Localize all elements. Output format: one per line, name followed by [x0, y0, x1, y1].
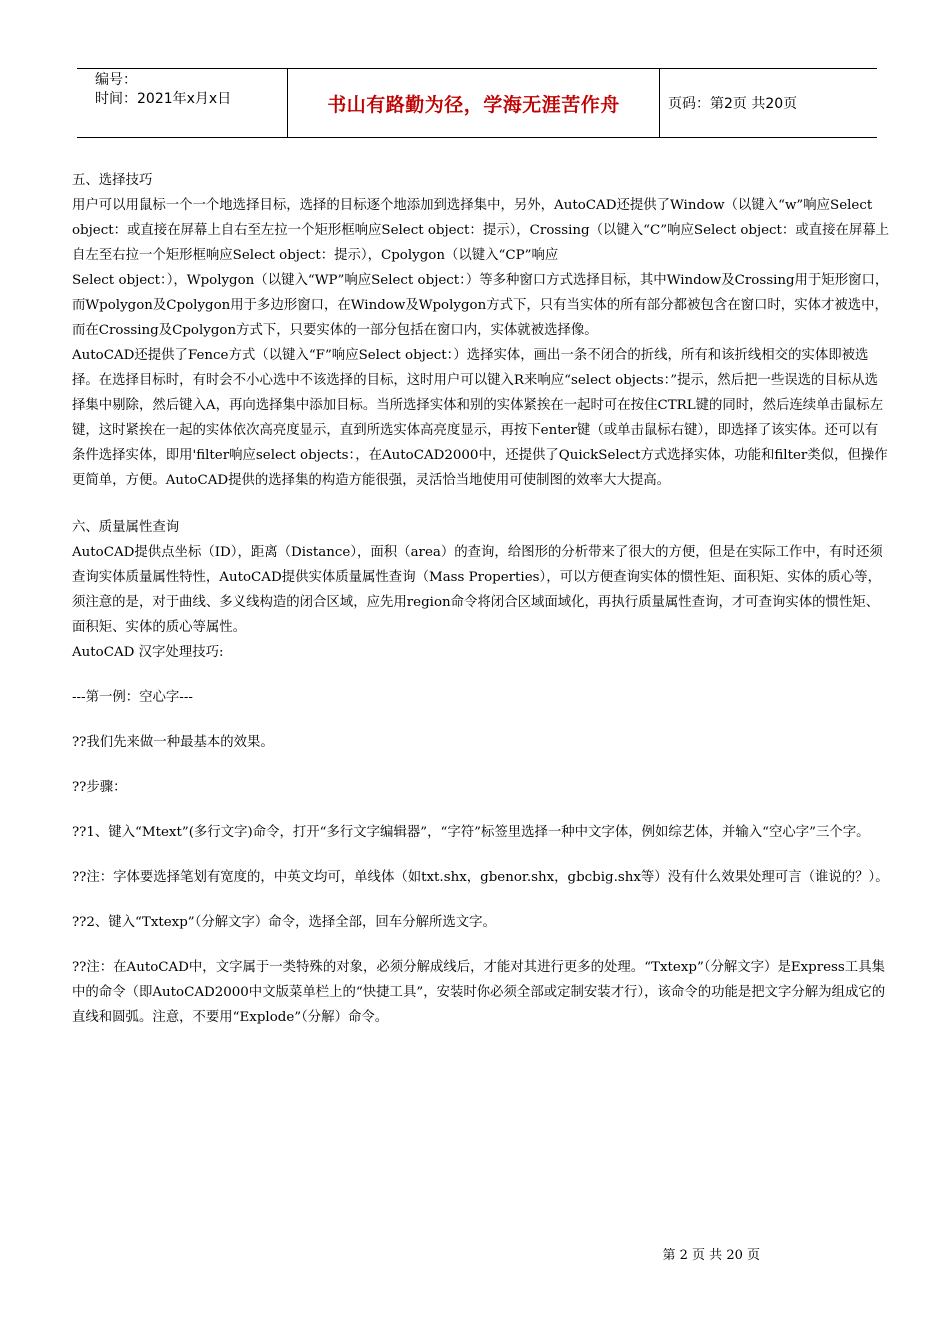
- section-title: 五、选择技巧: [72, 173, 153, 188]
- note-2: ??注：在AutoCAD中，文字属于一类特殊的对象，必须分解成线后，才能对其进行更多的处理。“Txtexp”（分解文字）是Express工具集中的命令（即AutoCAD2000中文版菜单栏上的“快捷工具”，安装时你必须全部或定制安装才行），该命令的功能是把文字分解为组成它的直线和圆弧。注意，不要用“Explode”（分解）命令。: [72, 960, 886, 1025]
- motto-text: 书山有路勤为径，学海无涯苦作舟: [327, 93, 620, 116]
- step-2: ??2、键入“Txtexp”（分解文字）命令，选择全部，回车分解所选文字。: [72, 915, 496, 930]
- page-label: 页码：第2页 共20页: [668, 96, 798, 112]
- page-footer: [0, 1244, 950, 1263]
- paragraph: Select object：），Wpolygon（以键入“WP”响应Select object：）等多种窗口方式选择目标，其中Window及Crossing用于矩形窗口，而Wpolygon及Cpolygon用于多边形窗口，在Window及Wpolygon方式下，只有当实体的所有部分都被包含在窗口时，实体才被选中，而在Crossing及Cpolygon方式下，只要实体的一部分包括在窗口内，实体就被选择像。: [72, 273, 889, 338]
- number-label: 编号：: [95, 72, 137, 88]
- section-title: 六、质量属性查询: [72, 520, 180, 535]
- example-title: ---第一例：空心字---: [72, 690, 193, 705]
- steps-label: ??步骤：: [72, 780, 127, 795]
- note-1: ??注：字体要选择笔划有宽度的，中英文均可，单线体（如txt.shx，gbenor.shx，gbcbig.shx等）没有什么效果处理可言（谁说的？）。: [72, 870, 889, 885]
- document-body: [72, 168, 890, 1030]
- paragraph: AutoCAD还提供了Fence方式（以键入“F”响应Select object：）选择实体，画出一条不闭合的折线，所有和该折线相交的实体即被选择。在选择目标时，有时会不小心选中不该选择的目标，这时用户可以键入R来响应“select objects：”提示，然后把一些误选的目标从选择集中剔除，然后键入A，再向选择集中添加目标。当所选择实体和别的实体紧挨在一起时可在按住CTRL键的同时，然后连续单击鼠标左键，这时紧挨在一起的实体依次高亮度显示，直到所选实体高亮度显示，再按下enter键（或单击鼠标右键），即选择了该实体。还可以有条件选择实体，即用'filter响应select objects：，在AutoCAD2000中，还提供了QuickSelect方式选择实体，功能和filter类似，但操作更简单，方便。AutoCAD提供的选择集的构造方能很强，灵活恰当地使用可使制图的效率大大提高。: [72, 348, 888, 488]
- step-1: ??1、键入“Mtext”(多行文字)命令，打开“多行文字编辑器”，“字符”标签里选择一种中文字体，例如综艺体，并输入“空心字”三个字。: [72, 825, 870, 840]
- motto-cell: [287, 69, 660, 137]
- footer-page-number: 第 2 页 共 20 页: [662, 1248, 760, 1263]
- paragraph: AutoCAD提供点坐标（ID），距离（Distance），面积（area）的查询，给图形的分析带来了很大的方便，但是在实际工作中，有时还须查询实体质量属性特性，AutoCAD提供实体质量属性查询（Mass Properties），可以方便查询实体的惯性矩、面积矩、实体的质心等，须注意的是，对于曲线、多义线构造的闭合区域，应先用region命令将闭合区域面域化，再执行质量属性查询，才可查询实体的惯性矩、面积矩、实体的质心等属性。: [72, 545, 883, 635]
- header-meta-cell: [77, 69, 287, 137]
- page-info-cell: [660, 69, 877, 137]
- example-intro: ??我们先来做一种最基本的效果。: [72, 735, 274, 750]
- document-header: [77, 68, 877, 138]
- paragraph: 用户可以用鼠标一个一个地选择目标，选择的目标逐个地添加到选择集中，另外，AutoCAD还提供了Window（以键入“w”响应Select object：或直接在屏幕上自右至左拉一个矩形框响应Select object：提示），Crossing（以键入“C”响应Select object：或直接在屏幕上自左至右拉一个矩形框响应Select object：提示），Cpolygon（以键入“CP”响应: [72, 198, 890, 263]
- time-label: 时间：2021年x月x日: [95, 91, 232, 107]
- paragraph: AutoCAD 汉字处理技巧:: [72, 645, 224, 660]
